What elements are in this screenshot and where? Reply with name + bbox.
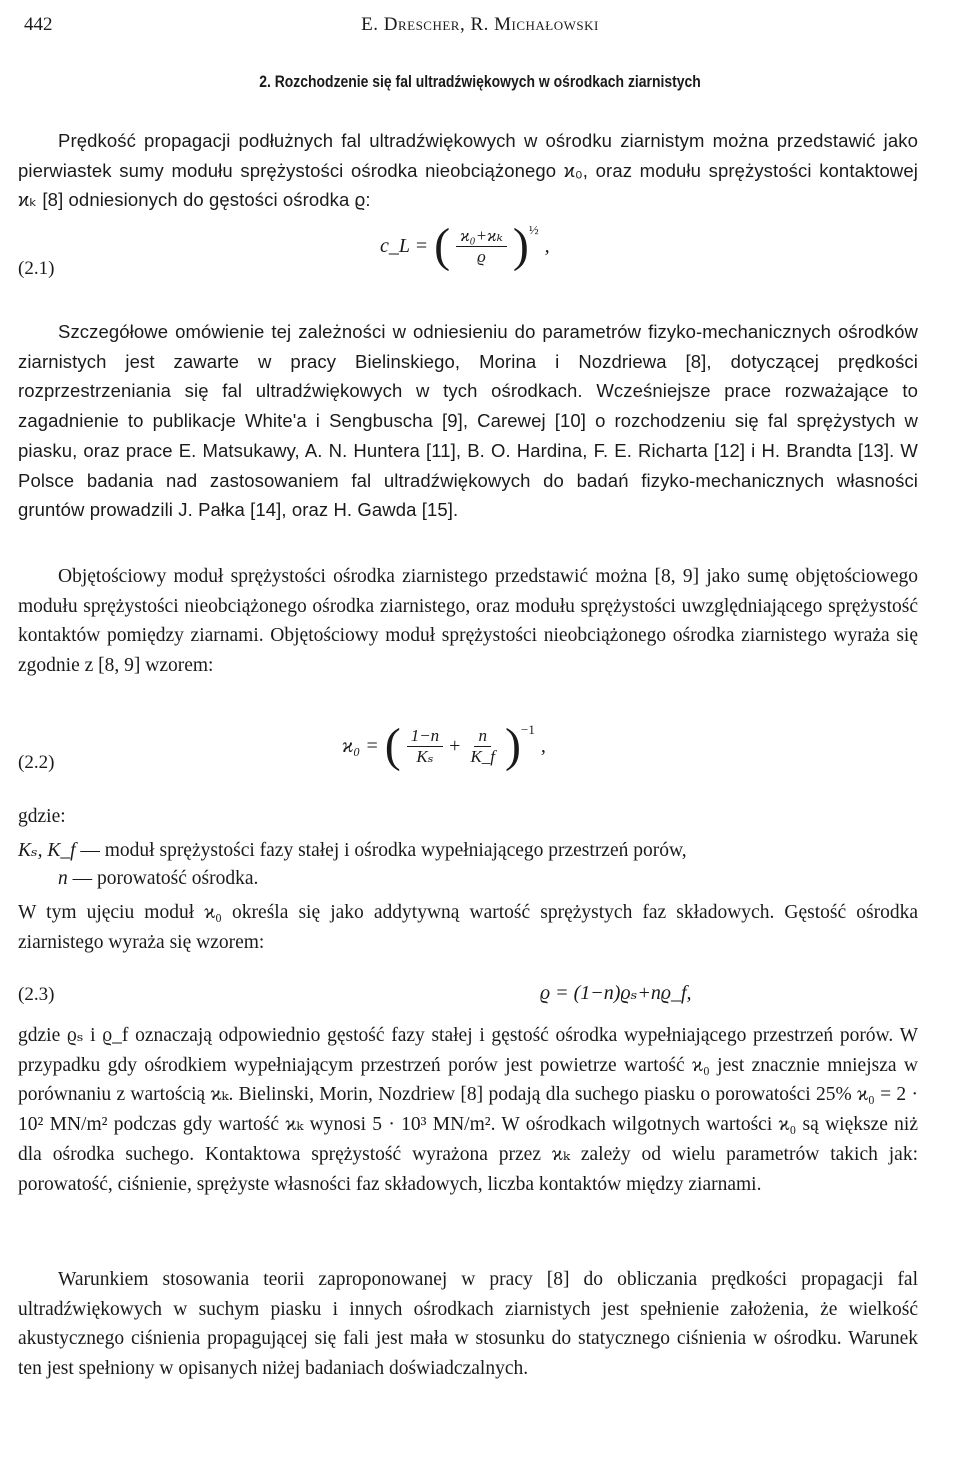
paragraph-conditions: Warunkiem stosowania teorii zaproponowanej w pracy [8] do obliczania prędkości propagacji fal ultradźwiękowych w suchym piasku i innych ośrodkach ziarnistych jest spełnienie założenia, że wielkość akustycznego ciśnienia propagującej się fali jest mała w stosunku do statycznego ciśnienia w ośrodku. Warunek ten jest spełniony w opisanych niżej badaniach doświadczalnych. [18,1269,918,1380]
section-title: 2. Rozchodzenie się fal ultradźwiękowych w ośrodkach ziarnistych [259,72,701,91]
page-header [24,14,936,46]
paragraph-density-values: gdzie ϱₛ i ϱ_f oznaczają odpowiednio gęstość fazy stałej i gęstość ośrodka wypełniającego przestrzeń porów. W przypadku gdy ośrodkiem wypełniającym przestrzeń porów jest powietrze wartość ϰ₀ jest znacznie mniejsza w porównaniu z wartością ϰₖ. Bielinski, Morin, Nozdriew [8] podają dla suchego piasku o porowatości 25% ϰ₀ = 2 · 10² MN/m² podczas gdy wartość ϰₖ wynosi 5 · 10³ MN/m². W ośrodkach wilgotnych wartości ϰ₀ są większe niż dla ośrodka suchego. Kontaktowa sprężystość wyrażona przez ϰₖ zależy od wielu parametrów takich jak: porowatość, ciśnienie, sprężyste własności faz składowych, liczba kontaktów między ziarnami. [18,1025,918,1195]
where-label: gdzie: [18,806,66,827]
equation-label-2-2: (2.2) [18,752,55,773]
equation-label-2-1: (2.1) [18,258,55,279]
paragraph-volumetric-modulus: Objętościowy moduł sprężystości ośrodka ziarnistego przedstawić można [8, 9] jako sumę objętościowego modułu sprężystości nieobciążonego ośrodka ziarnistego, oraz modułu sprężystości uwzględniającego sprężystość kontaktów pomiędzy ziarnami. Objętościowy moduł sprężystości nieobciążonego ośrodka ziarnistego wyraża się zgodnie z [8, 9] wzorem: [18,566,918,677]
eq2-lhs: ϰ₀ = [342,734,379,757]
equation-2-1: c_L = ( $\frac{\text{ϰ₀+ϰₖ}}{ϱ}$ ) ½ , [380,219,550,272]
eq1-fraction [456,226,507,267]
eq2-exponent: −1 [521,722,535,737]
eq1-numerator: ϰ₀+ϰₖ [456,226,507,247]
eq2-tail: , [540,734,546,757]
definition-moduli: Kₛ, K_f — moduł sprężystości fazy stałej i ośrodka wypełniającego przestrzeń porów, [18,840,687,861]
eq1-exponent: ½ [528,222,539,237]
eq1-denominator: ϱ [477,246,486,266]
paragraph-density-intro: W tym ujęciu moduł ϰ₀ określa się jako addytywną wartość sprężystych faz składowych. Gęstość ośrodka ziarnistego wyraża się wzorem: [18,902,918,953]
running-head: E. Drescher, R. Michałowski [361,14,599,35]
eq1-tail: , [544,234,550,257]
eq2-fraction-2: $\frac{n}{K\_f}$ [470,725,496,766]
eq2-fraction-1: $\frac{1-n}{\text{Kₛ}}$ [407,726,443,767]
equation-2-3: ϱ = (1−n)ϱₛ+nϱ_f, [540,982,692,1004]
paragraph-literature: Szczegółowe omówienie tej zależności w odniesieniu do parametrów fizyko-mechanicznych ośrodków ziarnistych jest zawarte w pracy Bielinskiego, Morina i Nozdriewa [8], dotyczącej prędkości rozprzestrzeniania się fal ultradźwiękowych w tych ośrodkach. Wcześniejsze prace rozważające to zagadnienie to publikacje White'a i Sengbuscha [9], Carewej [10] o rozchodzeniu się fal sprężystych w piasku, oraz prace E. Matsukawy, A. N. Huntera [11], B. O. Hardina, F. E. Richarta [12] i H. Brandta [13]. W Polsce badania nad zastosowaniem fal ultradźwiękowych do badań fizyko-mechanicznych własności gruntów prowadzili J. Pałka [14], oraz H. Gawda [15]. [18,321,918,521]
eq1-lhs: c_L = [380,234,429,257]
equation-2-2: ϰ₀ = ( $\frac{1-n}{\text{Kₛ}}$ + $\frac{n}{K\_f}$ ) −1 , [342,719,546,772]
page-number: 442 [24,14,53,35]
equation-label-2-3: (2.3) [18,984,55,1005]
definition-porosity: n — porowatość ośrodka. [58,868,259,889]
paragraph-intro: Prędkość propagacji podłużnych fal ultradźwiękowych w ośrodku ziarnistym można przedstawić jako pierwiastek sumy modułu sprężystości ośrodka nieobciążonego ϰ₀, oraz modułu sprężystości kontaktowej ϰₖ [8] odniesionych do gęstości ośrodka ϱ: [18,130,918,211]
